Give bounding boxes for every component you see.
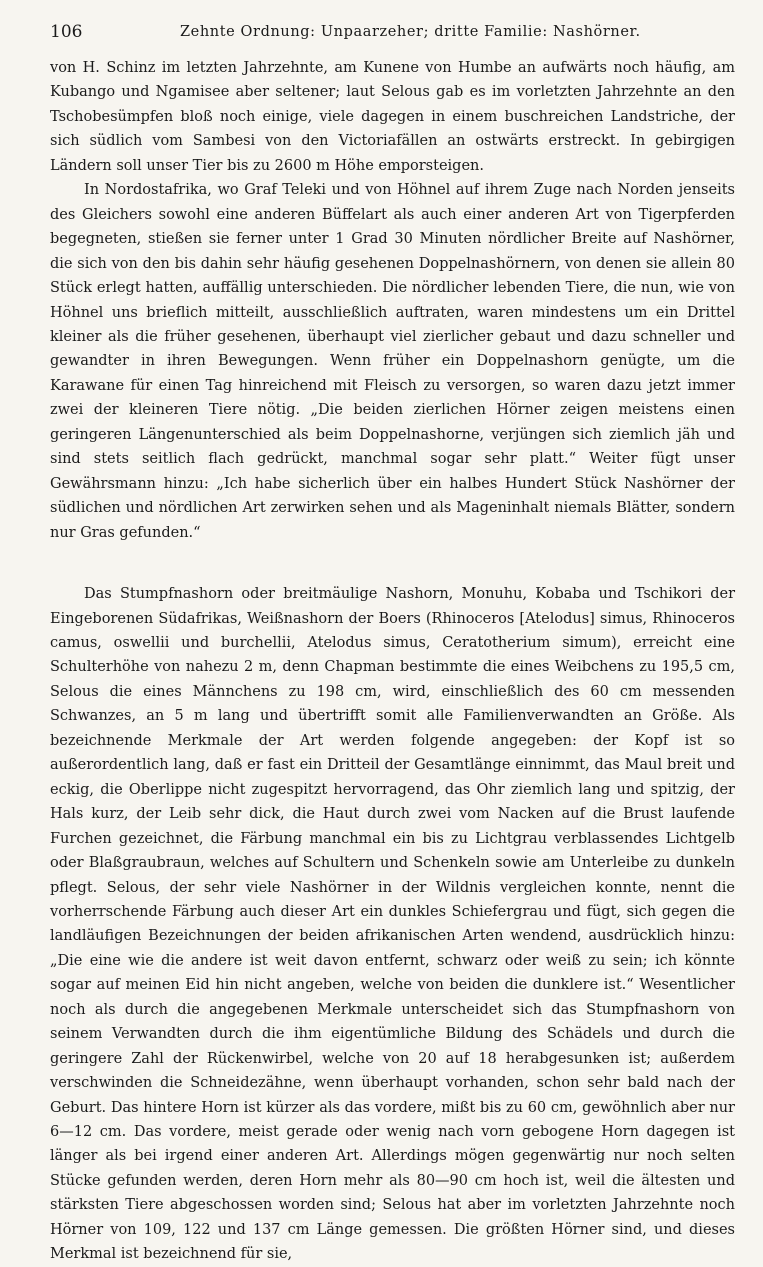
page-header (50, 22, 735, 46)
running-head: Zehnte Ordnung: Unpaarzeher; dritte Familie: Nashörner. (180, 24, 641, 40)
section-gap (50, 545, 735, 582)
paragraph-nordostafrika: In Nordostafrika, wo Graf Teleki und von Höhnel auf ihrem Zuge nach Norden jenseits des Gleichers sowohl eine anderen Büffelart als auch einer anderen Art von Tigerpferden begegneten, stießen sie ferner unter 1 Grad 30 Minuten nördlicher Breite auf Nashörner, die sich von den bis dahin sehr häufig gesehenen Doppelnashörnern, von denen sie allein 80 Stück erlegt hatten, auffällig unterschieden. Die nördlicher lebenden Tiere, die nun, wie von Höhnel uns brieflich mitteilt, ausschließlich auftraten, waren mindestens um ein Drittel kleiner als die früher gesehenen, überhaupt viel zierlicher gebaut und dazu schneller und gewandter in ihren Bewegungen. Wenn früher ein Doppelnashorn genügte, um die Karawane für einen Tag hinreichend mit Fleisch zu versorgen, so waren dazu jetzt immer zwei der kleineren Tiere nötig. „Die beiden zierlichen Hörner zeigen meistens einen geringeren Längenunterschied als beim Doppelnashorne, verjüngen sich ziemlich jäh und sind stets seitlich flach gedrückt, manchmal sogar sehr platt.“ Weiter fügt unser Gewährsmann hinzu: „Ich habe sicherlich über ein halbes Hundert Stück Nashörner der südlichen und nördlichen Art zerwirken sehen und als Mageninhalt niemals Blätter, sondern nur Gras gefunden.“ (50, 182, 735, 541)
page-number: 106 (50, 22, 83, 42)
paragraph-stumpfnashorn: Das Stumpfnashorn oder breitmäulige Nashorn, Monuhu, Kobaba und Tschikori der Eingeborenen Südafrikas, Weißnashorn der Boers (Rhinoceros [Atelodus] simus, Rhinoceros camus, oswellii und burchellii, Atelodus simus, Ceratotherium simum), erreicht eine Schulterhöhe von nahezu 2 m, denn Chapman bestimmte die eines Weibchens zu 195,5 cm, Selous die eines Männchens zu 198 cm, wird, einschließlich des 60 cm messenden Schwanzes, an 5 m lang und übertrifft somit alle Familienverwandten an Größe. Als bezeichnende Merkmale der Art werden folgende angegeben: der Kopf ist so außerordentlich lang, daß er fast ein Dritteil der Gesamtlänge einnimmt, das Maul breit und eckig, die Oberlippe nicht zugespitzt hervorragend, das Ohr ziemlich lang und spitzig, der Hals kurz, der Leib sehr dick, die Haut durch zwei vom Nacken auf die Brust laufende Furchen gezeichnet, die Färbung manchmal ein bis zu Lichtgrau verblassendes Lichtgelb oder Blaßgraubraun, welches auf Schultern und Schenkeln sowie am Unterleibe zu dunkeln pflegt. Selous, der sehr viele Nashörner in der Wildnis vergleichen konnte, nennt die vorherrschende Färbung auch dieser Art ein dunkles Schiefergrau und fügt, sich gegen die landläufigen Bezeichnungen der beiden afrikanischen Arten wendend, ausdrücklich hinzu: „Die eine wie die andere ist weit davon entfernt, schwarz oder weiß zu sein; ich könnte sogar auf meinen Eid hin nicht angeben, welche von beiden die dunklere ist.“ Wesentlicher noch als durch die angegebenen Merkmale unterscheidet sich das Stumpfnashorn von seinem Verwandten durch die ihm eigentümliche Bildung des Schädels und durch die geringere Zahl der Rückenwirbel, welche von 20 auf 18 herabgesunken ist; außerdem verschwinden die Schneidezähne, wenn überhaupt vorhanden, schon sehr bald nach der Geburt. Das hintere Horn ist kürzer als das vordere, mißt bis zu 60 cm, gewöhnlich aber nur 6—12 cm. Das vordere, meist gerade oder wenig nach vorn gebogene Horn dagegen ist länger als bei irgend einer anderen Art. Allerdings mögen gegenwärtig nur noch selten Stücke gefunden werden, deren Horn mehr als 80—90 cm hoch ist, weil die ältesten und stärksten Tiere abgeschossen worden sind; Selous hat aber im vorletzten Jahrzehnte noch Hörner von 109, 122 und 137 cm Länge gemessen. Die größten Hörner sind, und dieses Merkmal ist bezeichnend für sie, (50, 586, 735, 1263)
paragraph-continuation: von H. Schinz im letzten Jahrzehnte, am Kunene von Humbe an aufwärts noch häufig, am Kubango und Ngamisee aber seltener; laut Selous gab es im vorletzten Jahrzehnte an den Tschobesümpfen bloß noch einige, viele dagegen in einem buschreichen Landstriche, der sich südlich vom Sambesi von den Victoriafällen an ostwärts erstreckt. In gebirgigen Ländern soll unser Tier bis zu 2600 m Höhe emporsteigen. (50, 60, 735, 174)
